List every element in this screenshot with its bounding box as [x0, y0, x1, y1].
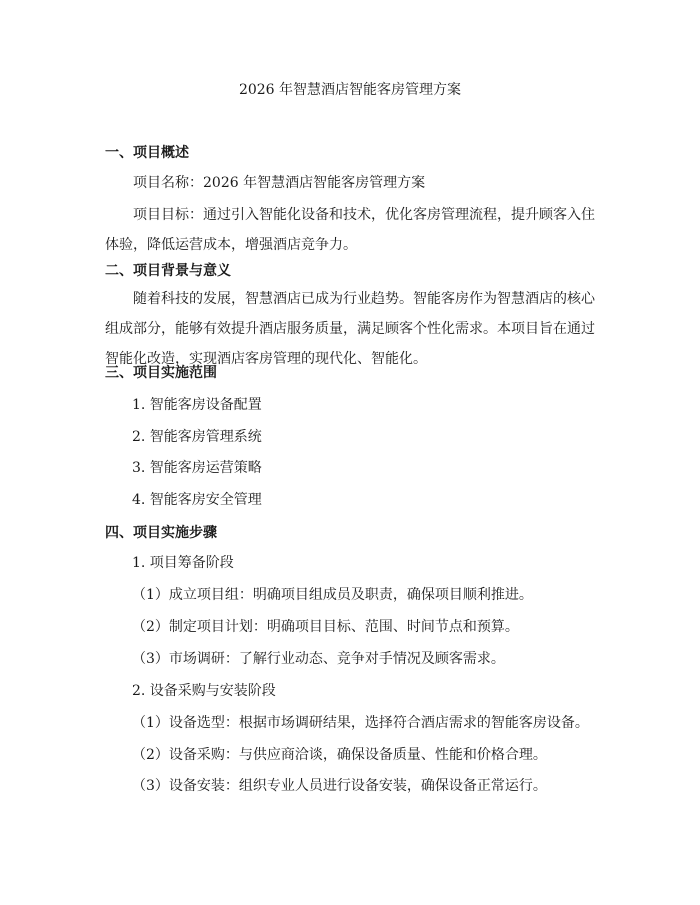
- phase-label: 1. 项目筹备阶段: [132, 555, 234, 571]
- step-item: （2）制定项目计划：明确项目目标、范围、时间节点和预算。: [132, 619, 519, 635]
- list-item: 3. 智能客房运营策略: [132, 460, 262, 476]
- step-item: （3）设备安装：组织专业人员进行设备安装，确保设备正常运行。: [132, 778, 547, 794]
- section-heading-steps: 四、项目实施步骤: [105, 525, 217, 541]
- list-item: 2. 智能客房管理系统: [132, 429, 262, 445]
- step-item: （1）设备选型：根据市场调研结果，选择符合酒店需求的智能客房设备。: [132, 715, 589, 731]
- step-item: （1）成立项目组：明确项目组成员及职责，确保项目顺利推进。: [132, 587, 533, 603]
- step-item: （2）设备采购：与供应商洽谈，确保设备质量、性能和价格合理。: [132, 747, 547, 763]
- section-heading-background: 二、项目背景与意义: [105, 263, 231, 279]
- paragraph-project-goal: 项目目标：通过引入智能化设备和技术，优化客房管理流程，提升顾客入住体验，降低运营成本，增强酒店竞争力。: [105, 207, 595, 253]
- section-heading-scope: 三、项目实施范围: [105, 365, 217, 381]
- list-item: 1. 智能客房设备配置: [132, 397, 262, 413]
- paragraph-background: 随着科技的发展，智慧酒店已成为行业趋势。智能客房作为智慧酒店的核心组成部分，能够有效提升酒店服务质量，满足顾客个性化需求。本项目旨在通过智能化改造，实现酒店客房管理的现代化、智能化。: [105, 291, 595, 367]
- document-title: 2026 年智慧酒店智能客房管理方案: [238, 82, 462, 98]
- paragraph-project-name: 项目名称：2026 年智慧酒店智能客房管理方案: [133, 175, 426, 191]
- list-item: 4. 智能客房安全管理: [132, 492, 262, 508]
- step-item: （3）市场调研：了解行业动态、竞争对手情况及顾客需求。: [132, 651, 505, 667]
- section-heading-overview: 一、项目概述: [105, 145, 189, 161]
- phase-label: 2. 设备采购与安装阶段: [132, 683, 276, 699]
